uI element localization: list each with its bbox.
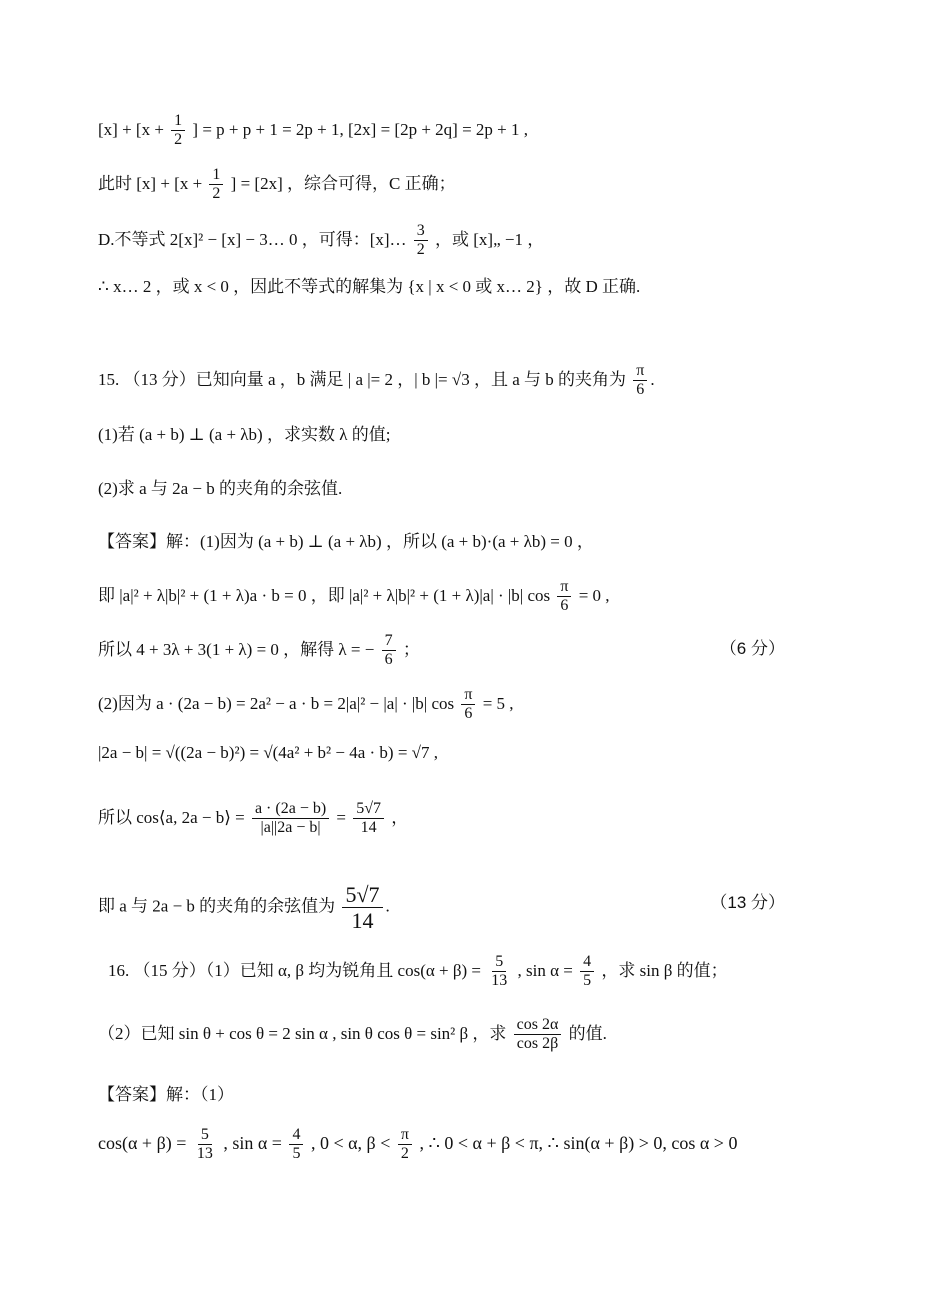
answer-16-line-2-d: , ∴ 0 < α + β < π, ∴ sin(α + β) > 0, cos α > 0 <box>419 1133 738 1154</box>
question-15: 15. （13 分）已知向量 a ，b 满足 | a |= 2 ，| b |= √3 ，且 a 与 b 的夹角为 $\frac{\pi}{6}$ . <box>98 362 655 399</box>
frac-three-half: $\frac{3}{2}$ <box>414 222 428 260</box>
answer-15-line-6-left: 所以 cos⟨a, 2a − b⟩ = <box>98 807 245 827</box>
frac-one-half-2: $\frac{1}{2}$ <box>209 166 223 204</box>
question-16-mid: , sin α = <box>517 960 573 980</box>
question-16 <box>108 953 728 991</box>
frac-5rt7-14: $\frac{5√7}{14}$ <box>353 800 384 838</box>
frac-one-half: $\frac{1}{2}$ <box>171 112 185 150</box>
solution-line-2 <box>98 166 456 204</box>
line-3-left: D.不等式 2[x]² − [x] − 3… 0 ，可得：[x]… <box>98 229 407 249</box>
question-15-part-2: (2)求 a 与 2a − b 的夹角的余弦值. <box>98 479 343 498</box>
question-15-part-1: (1)若 (a + b) ⊥ (a + λb) ，求实数 λ 的值; <box>98 425 391 444</box>
answer-16-heading: 【答案】解：（1） <box>98 1085 234 1104</box>
frac-pi-6-c: $\frac{\pi}{6}$ <box>461 686 475 724</box>
frac-pi-2: $\frac{\pi}{2}$ <box>398 1126 412 1164</box>
answer-15-line-3 <box>98 632 420 670</box>
answer-15-line-7: 即 a 与 2a − b 的夹角的余弦值为 $\frac{5√7}{14}$ . <box>98 882 390 934</box>
answer-15-line-3-right: ； <box>402 639 420 659</box>
question-16-part-2-left: （2）已知 sin θ + cos θ = 2 sin α , sin θ cos θ = sin² β ，求 <box>98 1023 507 1043</box>
frac-cos-angle: $\frac{a \cdot (2a - b)}{|a||2a - b|}$ <box>252 800 329 838</box>
question-15-text: 15. （13 分）已知向量 a ，b 满足 | a |= 2 ，| b |= √3 ，且 a 与 b 的夹角为 <box>98 369 627 389</box>
line-1-right: ] = p + p + 1 = 2p + 1, [2x] = [2p + 2q] = 2p + 1 , <box>192 119 529 139</box>
answer-16-line-2-c: , 0 < α, β < <box>310 1133 391 1154</box>
line-2-right: ] = [2x] ，综合可得，C 正确； <box>230 173 456 193</box>
answer-15-line-3-left: 所以 4 + 3λ + 3(1 + λ) = 0 ，解得 λ = − <box>98 639 375 659</box>
frac-pi-6: $\frac{\pi}{6}$ <box>633 362 647 400</box>
answer-15-line-2-right: = 0 , <box>578 585 610 605</box>
frac-4-5: $\frac{4}{5}$ <box>580 953 594 991</box>
answer-15-line-6: 所以 cos⟨a, 2a − b⟩ = $\frac{a \cdot (2a - b)}{|a||2a - b|}$ = $\frac{5√7}{14}$ ， <box>98 800 409 837</box>
answer-16-line-2-b: , sin α = <box>223 1133 282 1154</box>
score-13: （13 分） <box>710 893 785 912</box>
frac-5-13-b: $\frac{5}{13}$ <box>196 1126 213 1163</box>
question-16-part-2 <box>98 1016 607 1054</box>
question-16-right: ，求 sin β 的值； <box>601 960 728 980</box>
frac-pi-6-b: $\frac{\pi}{6}$ <box>557 578 571 616</box>
answer-15-line-4-left: (2)因为 a · (2a − b) = 2a² − a · b = 2|a|² − |a| · |b| cos <box>98 693 455 713</box>
answer-15-line-1: 【答案】解：(1)因为 (a + b) ⊥ (a + λb) ，所以 (a + b)·(a + λb) = 0 ， <box>98 532 594 551</box>
frac-cos2a-cos2b: $\frac{\cos 2\alpha}{\cos 2\beta}$ <box>514 1016 562 1054</box>
answer-15-line-6-right: ， <box>391 807 409 827</box>
answer-15-line-4 <box>98 686 514 724</box>
answer-15-line-4-right: = 5 , <box>482 693 514 713</box>
solution-line-3 <box>98 222 544 260</box>
line-3-right: ，或 [x]„ −1 ， <box>435 229 545 249</box>
frac-5-13: $\frac{5}{13}$ <box>491 953 508 990</box>
frac-5rt7-14-b: $\frac{5√7}{14}$ <box>342 882 382 934</box>
frac-seven-6: $\frac{7}{6}$ <box>382 632 396 670</box>
answer-15-line-2-left: 即 |a|² + λ|b|² + (1 + λ)a · b = 0 ，即 |a|² + λ|b|² + (1 + λ)|a| · |b| cos <box>98 585 551 605</box>
answer-16-line-2-a: cos(α + β) = <box>98 1133 187 1154</box>
answer-15-line-7-left: 即 a 与 2a − b 的夹角的余弦值为 <box>98 896 336 916</box>
line-2-left: 此时 [x] + [x + <box>98 173 203 193</box>
line-1-left: [x] + [x + <box>98 119 164 139</box>
score-6: （6 分） <box>719 639 785 658</box>
answer-16-line-2 <box>98 1126 737 1164</box>
question-16-left: 16. （15 分）（1）已知 α, β 均为锐角且 cos(α + β) = <box>108 960 482 980</box>
answer-15-line-5: |2a − b| = √((2a − b)²) = √(4a² + b² − 4a · b) = √7 , <box>98 743 439 762</box>
frac-4-5-b: $\frac{4}{5}$ <box>289 1126 303 1164</box>
solution-line-4: ∴ x… 2 ，或 x < 0 ，因此不等式的解集为 {x | x < 0 或 x… 2} ，故 D 正确. <box>98 277 641 296</box>
answer-15-line-2 <box>98 578 610 616</box>
solution-line-1 <box>98 112 528 150</box>
question-16-part-2-right: 的值. <box>568 1023 607 1043</box>
